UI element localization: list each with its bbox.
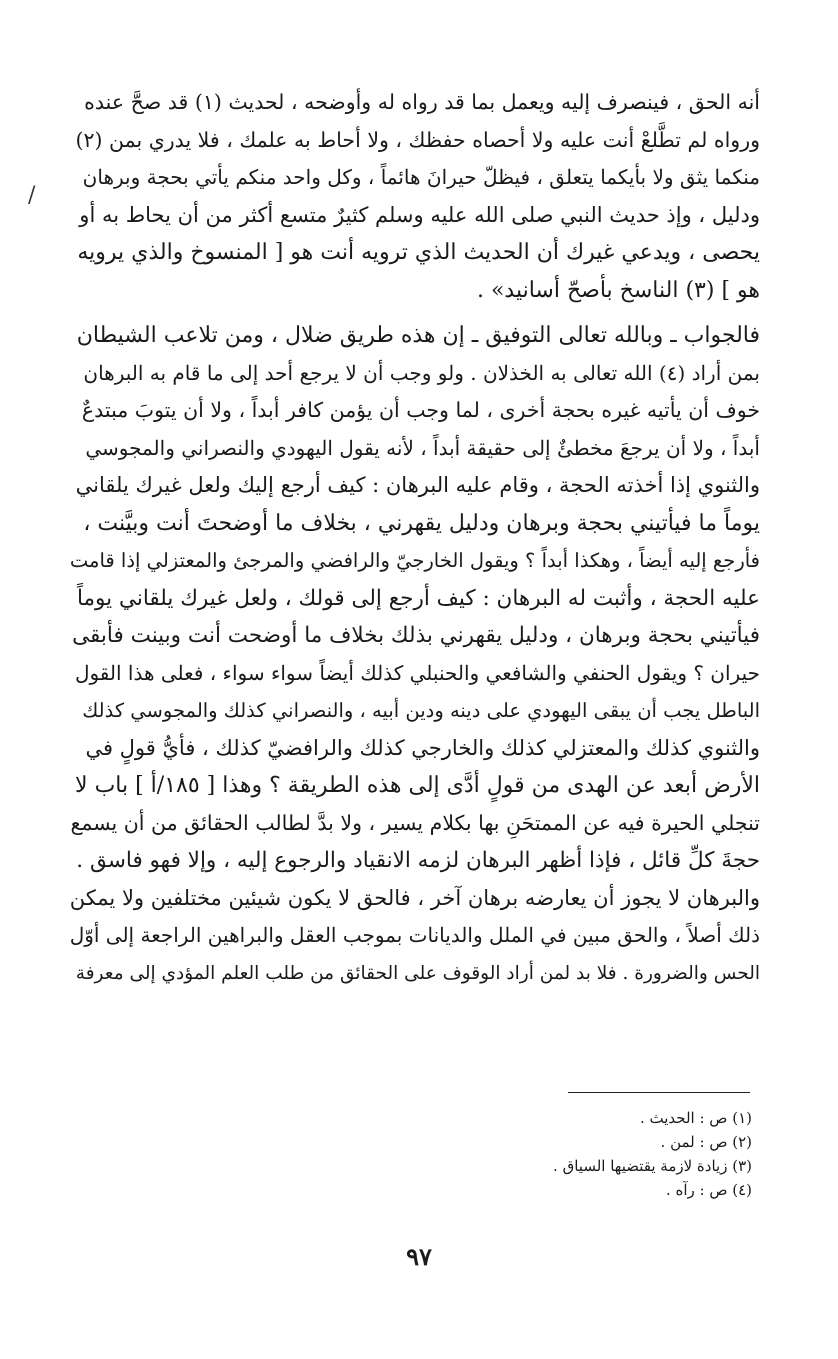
paragraph-2 (70, 317, 760, 992)
text-line: منكما يثق ولا بأيكما يتعلق ، فيظلّ حيرانَ هائماً ، وكل واحد منكم يأتي بحجة وبرهان (82, 165, 760, 189)
footnote: (٤) ص : رآه . (665, 1181, 752, 1199)
text-line: والبرهان لا يجوز أن يعارضه برهان آخر ، فالحق لا يكون شيئين مختلفين ولا يمكن (70, 885, 760, 910)
text-line: أنه الحق ، فينصرف إليه ويعمل بما قد رواه له وأوضحه ، لحديث (١) قد صحَّ عنده (84, 90, 760, 114)
text-line: الباطل يجب أن يبقى اليهودي على دينه ودين أبيه ، والنصراني كذلك والمجوسي كذلك (82, 699, 760, 722)
text-line: يوماً ما فيأتيني بحجة وبرهان ودليل يقهرني ، بخلاف ما أوضحتَ أنت وبيَّنت ، (83, 510, 760, 536)
paragraph-gap (70, 309, 760, 317)
text-line: فيأتيني بحجة وبرهان ، ودليل يقهرني بذلك بخلاف ما أوضحت أنت وبينت فأبقى (72, 623, 760, 648)
margin-mark: / (28, 183, 36, 208)
text-line: تنجلي الحيرة فيه عن الممتحَنِ بها بكلام يسير ، ولا بدَّ لطالب الحقائق من أن يسمع (70, 810, 760, 835)
page-number: ٩٧ (406, 1242, 432, 1271)
text-line: حيران ؟ ويقول الحنفي والشافعي والحنبلي كذلك أيضاً سواء سواء ، فعلى هذا القول (74, 660, 760, 685)
text-line: الأرض أبعد عن الهدى من قولٍ أدَّى إلى هذه الطريقة ؟ وهذا [ ١٨٥/أ ] باب لا (75, 773, 760, 798)
text-line: يحصى ، ويدعي غيرك أن الحديث الذي ترويه أنت هو [ المنسوخ والذي يرويه (77, 240, 760, 265)
text-line: فأرجع إليه أيضاً ، وهكذا أبداً ؟ ويقول الخارجيّ والرافضي والمرجئ والمعتزلي إذا قامت (70, 549, 760, 572)
main-text (70, 84, 760, 992)
text-line: عليه الحجة ، وأثبت له البرهان : كيف أرجع إلى قولك ، ولعل غيرك يلقاني يوماً (76, 585, 760, 611)
footnote: (٢) ص : لمن . (660, 1133, 752, 1151)
text-line: والثنوي إذا أخذته الحجة ، وقام عليه البرهان : كيف أرجع إليك ولعل غيرك يلقاني (75, 473, 760, 497)
text-line: والثنوي كذلك والمعتزلي كذلك والخارجي كذلك والرافضيّ كذلك ، فأيُّ قولٍ في (85, 735, 760, 760)
text-line: هو ] (٣) الناسخ بأصحّ أسانيد» . (476, 277, 760, 303)
footnote: (٣) زيادة لازمة يقتضيها السياق . (553, 1157, 752, 1175)
text-line: ورواه لم تطَّلعْ أنت عليه ولا أحصاه حفظك ، ولا أحاط به علمك ، فلا يدري بمن (٢) (75, 127, 760, 152)
footnotes (553, 1106, 752, 1202)
paragraph-1 (70, 84, 760, 309)
text-line: بمن أراد (٤) الله تعالى به الخذلان . ولو وجب أن لا يرجع أحد إلى ما قام به البرهان (83, 360, 760, 385)
text-line: ذلك أصلاً ، والحق مبين في الملل والديانات بموجب العقل والبراهين الراجعة إلى أوّل (70, 923, 760, 947)
text-line: أبداً ، ولا أن يرجعَ مخطئٌ إلى حقيقة أبداً ، لأنه يقول اليهودي والنصراني والمجوسي (85, 435, 760, 460)
text-line: خوف أن يأتيه غيره بحجة أخرى ، لما وجب أن يؤمن كافر أبداً ، ولا أن يتوبَ مبتدعٌ (81, 398, 760, 422)
text-line: الحس والضرورة . فلا بد لمن أراد الوقوف على الحقائق من طلب العلم المؤدي إلى معرفة (75, 962, 760, 984)
footnote-divider (568, 1092, 750, 1093)
text-line: فالجواب ـ وبالله تعالى التوفيق ـ إن هذه طريق ضلال ، ومن تلاعب الشيطان (76, 323, 760, 348)
footnote: (١) ص : الحديث . (639, 1109, 752, 1127)
text-line: حجةَ كلِّ قائل ، فإذا أظهر البرهان لزمه الانقياد والرجوع إليه ، وإلا فهو فاسق . (76, 848, 760, 873)
text-line: ودليل ، وإذ حديث النبي صلى الله عليه وسلم كثيرٌ متسع أكثر من أن يحاط به أو (79, 202, 760, 227)
